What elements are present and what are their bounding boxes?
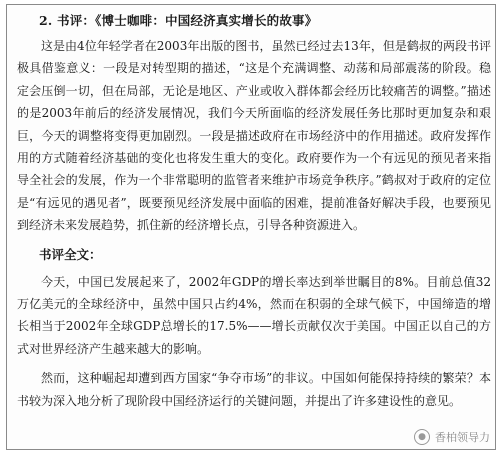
wechat-account-icon: ● xyxy=(414,429,430,445)
document-frame xyxy=(6,4,496,450)
body-paragraph-2: 然而，这种崛起却遭到西方国家“争夺市场”的非议。中国如何能保持持续的繁荣？本书较为深入地分析了现阶段中国经济运行的关键问题，并提出了许多建设性的意见。 xyxy=(17,371,491,408)
watermark-text: 香柏领导力 xyxy=(435,431,490,444)
review-subheading: 书评全文： xyxy=(39,246,102,262)
intro-paragraph: 这是由4位年轻学者在2003年出版的图书，虽然已经过去13年，但是鹤叔的两段书评极具借鉴意义：一段是对转型期的描述，“这是个充满调整、动荡和局部震荡的阶段。稳定会压倒一切，但在局部，无论是地区、产业或收入群体都会经历比较痛苦的调整。”描述的是2003年前后的经济发展情况，我们今天所面临的经济发展任务比那时更加复杂和艰巨，今天的调整将变得更加剧烈。一段是描述政府在市场经济中的作用描述。政府发挥作用的方式随着经济基础的变化也将发生重大的变化。政府要作为一个有远见的预见者来指导全社会的发展，作为一个非常聪明的监管者来维护市场竞争秩序。”鹤叔对于政府的定位是“有远见的遇见者”，既要预见经济发展中面临的困难，提前准备好解决手段，也要预见到经济未来发展趋势，抓住新的经济增长点，引导各种资源进入。 xyxy=(17,39,491,233)
section-heading: 2. 书评：《博士咖啡：中国经济真实增长的故事》 xyxy=(39,13,318,28)
watermark xyxy=(414,429,490,445)
document-body xyxy=(17,11,491,419)
body-paragraph-1: 今天，中国已发展起来了，2002年GDP的增长率达到举世瞩目的8%。目前总值32万亿美元的全球经济中，虽然中国只占约4%，然而在积弱的全球气候下，中国缔造的增长相当于2002年全球GDP总增长的17.5%——增长贡献仅次于美国。中国正以自己的方式对世界经济产生越来越大的影响。 xyxy=(17,274,491,356)
